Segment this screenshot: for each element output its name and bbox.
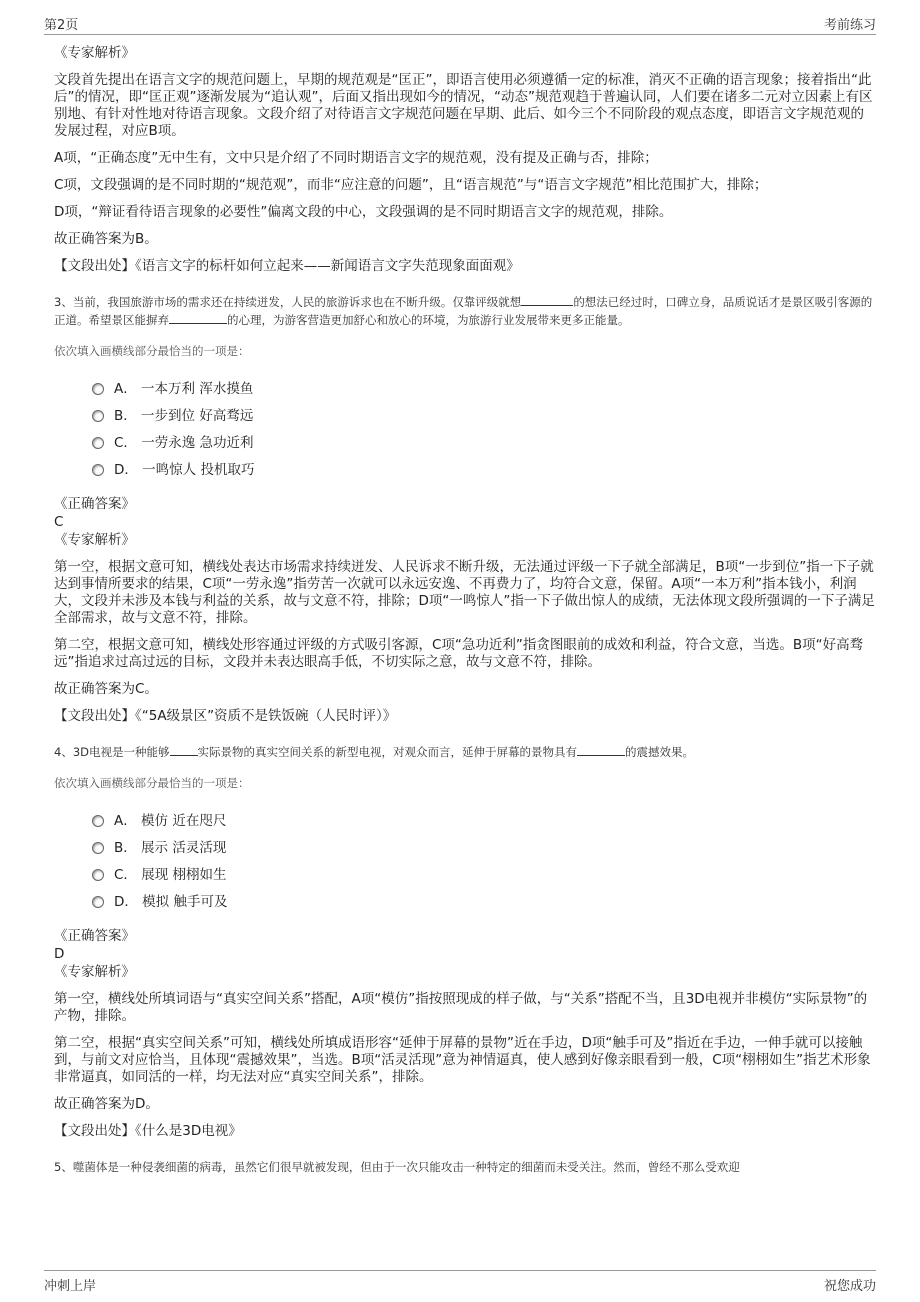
q3-analysis-para2: 第二空，根据文意可知，横线处形容通过评级的方式吸引客源，C项“急功近利”指贪图眼前的成效和利益，符合文意，当选。B项“好高骛远”指追求过高过远的目标，文段并未表达眼高手低，不切实际之意，故与文意不符，排除。 [54, 637, 864, 670]
q4-option-a[interactable]: A． 模仿 近在咫尺 [92, 805, 876, 832]
q3-conclusion: 故正确答案为C。 [54, 681, 158, 697]
q3-options [92, 373, 876, 481]
footer-right: 祝您成功 [823, 1279, 876, 1294]
q3-option-d[interactable]: D． 一鸣惊人 投机取巧 [92, 454, 876, 481]
radio-button[interactable] [92, 464, 104, 476]
q4-options [92, 805, 876, 913]
q4-analysis-para2: 第二空，根据“真实空间关系”可知，横线处所填成语形容“延伸于屏幕的景物”近在手边，D项“触手可及”指近在手边，一伸手就可以接触到，与前文对应恰当，且体现“震撼效果”，当选。B项“活灵活现”意为神情逼真，使人感到好像亲眼看到一般，C项“栩栩如生”指艺术形象非常逼真，如同活的一样，均无法对应“真实空间关系”，排除。 [54, 1035, 871, 1085]
q4-conclusion: 故正确答案为D。 [54, 1096, 159, 1112]
q4-answer-label: 《正确答案》 [54, 928, 135, 944]
q3-option-b[interactable]: B． 一步到位 好高骛远 [92, 400, 876, 427]
q4-source: 【文段出处】《什么是3D电视》 [54, 1123, 242, 1139]
radio-button[interactable] [92, 383, 104, 395]
q2-analysis-para4: D项，“辩证看待语言现象的必要性”偏离文段的中心，文段强调的是不同时期语言文字的规范观，排除。 [54, 204, 673, 220]
q3-stem: 3、当前，我国旅游市场的需求还在持续迸发，人民的旅游诉求也在不断升级。仅靠评级就想 的想法已经过时，口碑立身，品质说话才是景区吸引客源的正道。希望景区能摒弃 的心理，为游客营造更加舒心和放心的环境，为旅游行业发展带来更多正能量。 [54, 295, 873, 327]
radio-button[interactable] [92, 842, 104, 854]
q2-analysis-para2: A项，“正确态度”无中生有，文中只是介绍了不同时期语言文字的规范观，没有提及正确与否，排除； [54, 150, 658, 166]
q3-answer: C [54, 514, 64, 530]
q4-instruction: 依次填入画横线部分最恰当的一项是： [54, 776, 250, 790]
q2-analysis-para3: C项，文段强调的是不同时期的“规范观”，而非“应注意的问题”，且“语言规范”与“语言文字规范”相比范围扩大，排除； [54, 177, 768, 193]
q2-analysis-label: 《专家解析》 [54, 45, 135, 61]
header-title: 考前练习 [823, 18, 876, 33]
q5-stem: 5、噬菌体是一种侵袭细菌的病毒，虽然它们很早就被发现，但由于一次只能攻击一种特定的细菌而未受关注。然而，曾经不那么受欢迎 [54, 1160, 740, 1174]
q4-stem: 4、3D电视是一种能够 实际景物的真实空间关系的新型电视，对观众而言，延伸于屏幕的景物具有 的震撼效果。 [54, 745, 694, 759]
q3-option-c[interactable]: C． 一劳永逸 急功近利 [92, 427, 876, 454]
footer-left: 冲刺上岸 [44, 1279, 97, 1294]
page-number: 第2页 [44, 18, 79, 33]
page-content [54, 44, 876, 1190]
radio-button[interactable] [92, 815, 104, 827]
blank-line [577, 743, 625, 756]
q3-source: 【文段出处】《“5A级景区”资质不是铁饭碗（人民时评）》 [54, 708, 397, 724]
q4-option-b[interactable]: B． 展示 活灵活现 [92, 832, 876, 859]
radio-button[interactable] [92, 896, 104, 908]
q3-answer-label: 《正确答案》 [54, 496, 135, 512]
q3-analysis-label: 《专家解析》 [54, 532, 135, 548]
radio-button[interactable] [92, 410, 104, 422]
page-footer [44, 1270, 876, 1293]
q3-instruction: 依次填入画横线部分最恰当的一项是： [54, 344, 250, 358]
blank-line [169, 311, 227, 324]
q4-analysis-para1: 第一空，横线处所填词语与“真实空间关系”搭配，A项“模仿”指按照现成的样子做，与“关系”搭配不当，且3D电视并非模仿“实际景物”的产物，排除。 [54, 991, 868, 1024]
q3-option-a[interactable]: A． 一本万利 浑水摸鱼 [92, 373, 876, 400]
q4-answer: D [54, 946, 65, 962]
blank-line [170, 743, 198, 756]
blank-line [521, 293, 573, 306]
q2-conclusion: 故正确答案为B。 [54, 231, 158, 247]
radio-button[interactable] [92, 869, 104, 881]
q4-option-d[interactable]: D． 模拟 触手可及 [92, 886, 876, 913]
q3-analysis-para1: 第一空，根据文意可知，横线处表达市场需求持续迸发、人民诉求不断升级，无法通过评级一下子就全部满足，B项“一步到位”指一下子就达到事情所要求的结果，C项“一劳永逸”指劳苦一次就可以永远安逸、不再费力了，均符合文意，保留。A项“一本万利”指本钱小，利润大，文段并未涉及本钱与利益的关系，故与文意不符，排除；D项“一鸣惊人”指一下子做出惊人的成绩，无法体现文段所强调的一下子满足全部需求，故与文意不符，排除。 [54, 559, 875, 626]
q2-analysis-para1: 文段首先提出在语言文字的规范问题上，早期的规范观是“匡正”，即语言使用必须遵循一定的标准，消灭不正确的语言现象；接着指出“此后”的情况，即“匡正观”逐渐发展为“追认观”，后面又指出现如今的情况，“动态”规范观趋于普遍认同，人们要在诸多二元对立因素上有区别地、有针对性地对待语言现象。文段介绍了对待语言文字规范问题在早期、此后、如今三个不同阶段的观点态度，即语言文字规范观的发展过程，对应B项。 [54, 72, 873, 139]
q2-source: 【文段出处】《语言文字的标杆如何立起来——新闻语言文字失范现象面面观》 [54, 258, 520, 274]
q4-analysis-label: 《专家解析》 [54, 964, 135, 980]
radio-button[interactable] [92, 437, 104, 449]
page-header [44, 12, 876, 35]
q4-option-c[interactable]: C． 展现 栩栩如生 [92, 859, 876, 886]
